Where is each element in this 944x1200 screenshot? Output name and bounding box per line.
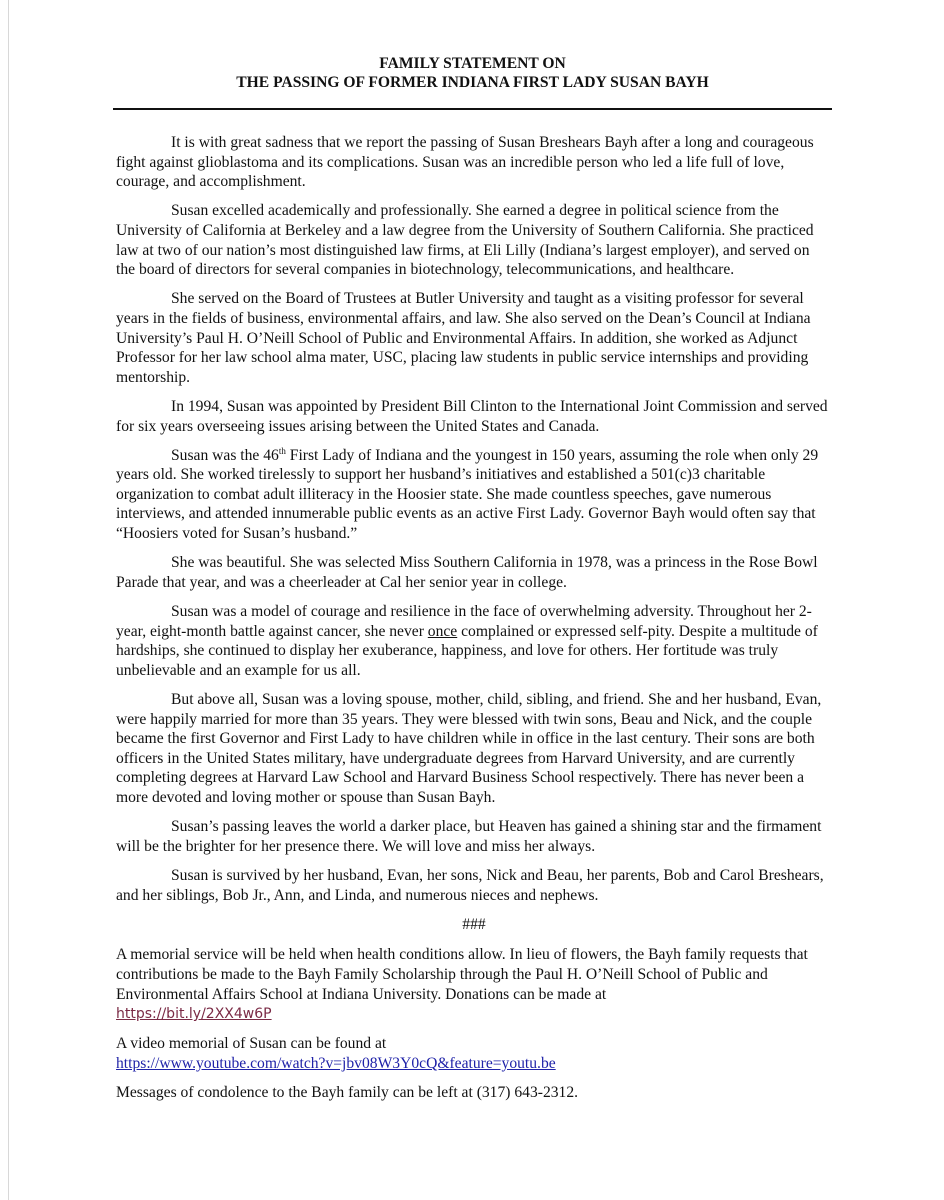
statement-body [116,133,832,1112]
paragraph-family: But above all, Susan was a loving spouse, mother, child, sibling, and friend. She and her husband, Evan, were happily married for more than 35 years. They were blessed with twin sons, Beau and Nick, and the couple became the first Governor and First Lady to have children while in office in the last century. Their sons are both officers in the United States military, have undergraduate degrees from Harvard University, and are currently completing degrees at Harvard Law School and Harvard Business School respectively. There has never been a more devoted and loving mother or spouse than Susan Bayh. [116,691,822,806]
paragraph-career: Susan excelled academically and professionally. She earned a degree in political science from the University of California at Berkeley and a law degree from the University of Southern California. She practiced law at two of our nation’s most distinguished law firms, at Eli Lilly (Indiana’s largest employer), and served on the board of directors for several companies in biotechnology, telecommunications, and healthcare. [116,202,814,279]
paragraph-commission: In 1994, Susan was appointed by President Bill Clinton to the International Joint Commission and served for six years overseeing issues arising between the United States and Canada. [116,397,828,435]
paragraph-condolence: Messages of condolence to the Bayh family can be left at (317) 643-2312. [116,1084,579,1102]
page-edge-line [8,0,9,1200]
first-lady-text-a: Susan was the 46 [171,446,279,464]
paragraph-first-lady [116,446,832,544]
paragraph-academia: She served on the Board of Trustees at Butler University and taught as a visiting professor for several years in the fields of business, environmental affairs, and law. She also served on the Dean’s Council at Indiana University’s Paul H. O’Neill School of Public and Environmental Affairs. In addition, she worked as Adjunct Professor for her law school alma mater, USC, placing law students in public service internships and providing mentorship. [116,290,811,386]
memorial-text: A memorial service will be held when health conditions allow. In lieu of flowers, the Bayh family requests that contributions be made to the Bayh Family Scholarship through the Paul H. O’Neill School of Public and Environmental Affairs School at Indiana University. Donations can be made at [116,946,808,1003]
first-lady-text-b: First Lady of Indiana and the youngest in 150 years, assuming the role when only 29 years old. She worked tirelessly to support her husband’s initiatives and established a 501(c)3 charitable organization to combat adult illiteracy in the Hoosier state. She made countless speeches, gave numerous interviews, and attended innumerable public events as an active First Lady. Governor Bayh would often say that “Hoosiers voted for Susan’s husband.” [116,446,819,543]
courage-text-a: Susan was a model of courage and resilience in the face of overwhelming adversity. Throughout her 2-year, eight-month battle against cancer, she never [116,603,812,640]
paragraph-memorial [116,945,832,1024]
statement-header [113,54,832,92]
title-divider [113,108,832,110]
courage-text-b: complained or expressed self-pity. Despite a multitude of hardships, she continued to display her exuberance, happiness, and love for others. Her fortitude was truly unbelievable and an example for us all. [116,622,818,679]
paragraph-opening: It is with great sadness that we report the passing of Susan Breshears Bayh after a long and courageous fight against glioblastoma and its complications. Susan was an incredible person who led a life full of love, courage, and accomplishment. [116,134,814,191]
title-line-1: FAMILY STATEMENT ON [379,55,566,72]
paragraph-video [116,1034,832,1073]
donation-link[interactable]: https://bit.ly/2XX4w6P [116,1006,272,1023]
section-separator: ### [462,915,486,933]
video-text: A video memorial of Susan can be found at [116,1035,387,1053]
title-line-2: THE PASSING OF FORMER INDIANA FIRST LADY SUSAN BAYH [236,74,709,91]
ordinal-superscript: th [278,445,286,456]
paragraph-beauty: She was beautiful. She was selected Miss Southern California in 1978, was a princess in the Rose Bowl Parade that year, and was a cheerleader at Cal her senior year in college. [116,554,818,591]
underlined-word: once [427,622,458,640]
paragraph-passing: Susan’s passing leaves the world a darker place, but Heaven has gained a shining star and the firmament will be the brighter for her presence there. We will love and miss her always. [116,818,822,855]
paragraph-courage [116,602,832,680]
video-memorial-link[interactable]: https://www.youtube.com/watch?v=jbv08W3Y0cQ&feature=youtu.be [116,1054,556,1072]
paragraph-survivors: Susan is survived by her husband, Evan, her sons, Nick and Beau, her parents, Bob and Carol Breshears, and her siblings, Bob Jr., Ann, and Linda, and numerous nieces and nephews. [116,866,824,904]
